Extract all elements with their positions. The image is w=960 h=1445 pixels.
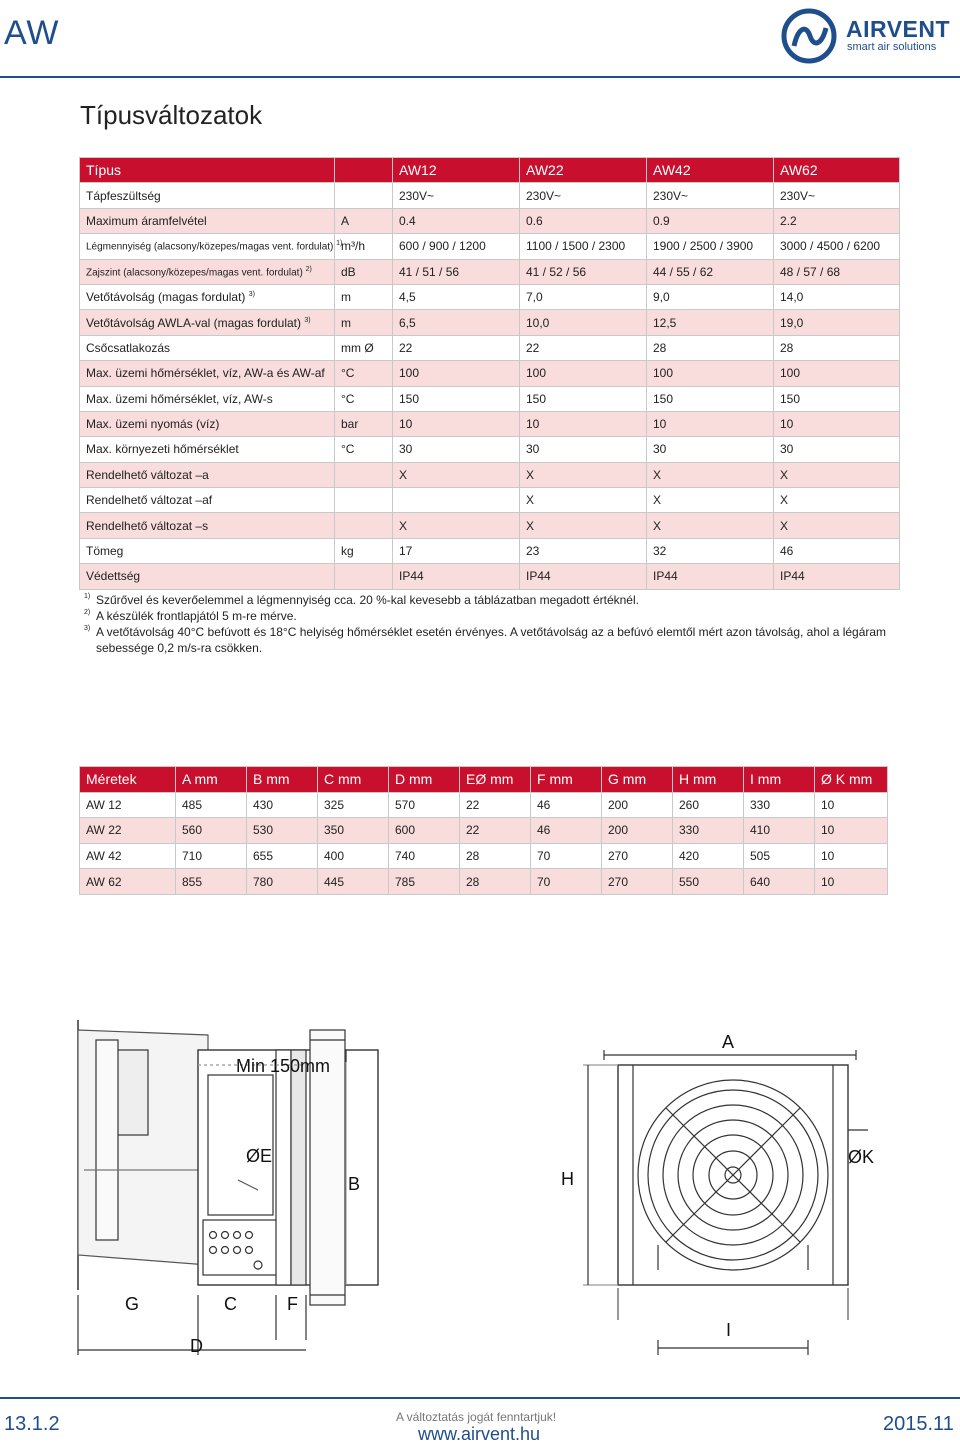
- spec-value: 3000 / 4500 / 6200: [774, 234, 900, 259]
- dimension-value: 28: [460, 869, 531, 895]
- footnote-mark: 1): [84, 593, 91, 600]
- spec-value: 46: [774, 538, 900, 563]
- footnote-ref: 3): [248, 291, 255, 299]
- footnote-ref: 3): [304, 316, 311, 324]
- dimension-value: 325: [318, 792, 389, 818]
- footnote-ref: 2): [305, 265, 312, 273]
- dimensions-header-row: [80, 767, 888, 793]
- dimensions-header-cell: F mm: [531, 767, 602, 793]
- spec-value: 10,0: [520, 310, 647, 335]
- spec-value: 6,5: [393, 310, 520, 335]
- label-i: I: [726, 1320, 732, 1340]
- model-name: AW 62: [80, 869, 176, 895]
- spec-value: 150: [774, 386, 900, 411]
- spec-label: Csőcsatlakozás: [86, 340, 171, 355]
- spec-label-cell: [80, 386, 335, 411]
- spec-unit: [335, 564, 393, 589]
- spec-label-cell: [80, 284, 335, 309]
- spec-unit: m: [335, 310, 393, 335]
- dimension-value: 570: [389, 792, 460, 818]
- dimensions-row: [80, 818, 888, 844]
- dimension-value: 330: [673, 818, 744, 844]
- spec-value: 30: [520, 437, 647, 462]
- footnote-text: A vetőtávolság 40°C befúvott és 18°C helyiség hőmérséklet esetén érvényes. A vetőtávolság az a befúvó elemtől mért azon távolság, ahol a légáram sebessége 0,2 m/s-ra csökken.: [96, 625, 887, 655]
- dimensions-row: [80, 792, 888, 818]
- spec-unit: kg: [335, 538, 393, 563]
- spec-value: 10: [393, 411, 520, 436]
- dimension-drawing: [78, 1010, 898, 1365]
- spec-value: X: [774, 488, 900, 513]
- spec-row: [80, 411, 900, 436]
- spec-value: 23: [520, 538, 647, 563]
- spec-unit: mm Ø: [335, 335, 393, 360]
- dimension-value: 855: [176, 869, 247, 895]
- footnote-mark: 2): [84, 609, 91, 616]
- spec-value: 150: [393, 386, 520, 411]
- spec-value: 10: [520, 411, 647, 436]
- spec-value: 32: [647, 538, 774, 563]
- spec-unit: m³/h: [335, 234, 393, 259]
- spec-unit: dB: [335, 259, 393, 284]
- spec-value: 150: [520, 386, 647, 411]
- spec-value: X: [774, 513, 900, 538]
- spec-header-cell: [335, 158, 393, 183]
- spec-header-cell: Típus: [80, 158, 335, 183]
- spec-label: Zajszint (alacsony/közepes/magas vent. fordulat): [86, 266, 303, 278]
- spec-header-cell: AW22: [520, 158, 647, 183]
- spec-header-cell: AW62: [774, 158, 900, 183]
- spec-value: 230V~: [393, 183, 520, 208]
- dimension-value: 530: [247, 818, 318, 844]
- dimension-value: 200: [602, 792, 673, 818]
- page-number: 13.1.2: [4, 1413, 60, 1435]
- spec-row: [80, 538, 900, 563]
- spec-label-cell: [80, 488, 335, 513]
- dimension-value: 400: [318, 843, 389, 869]
- spec-label: Max. üzemi nyomás (víz): [86, 417, 220, 432]
- spec-label-cell: [80, 462, 335, 487]
- footnote-text: Szűrővel és keverőelemmel a légmennyiség cca. 20 %-kal kevesebb a táblázatban megadott értéknél.: [96, 593, 639, 607]
- dimension-value: 330: [744, 792, 815, 818]
- model-name: AW 42: [80, 843, 176, 869]
- spec-value: 7,0: [520, 284, 647, 309]
- spec-label: Rendelhető változat –s: [86, 518, 209, 533]
- dimensions-row: [80, 843, 888, 869]
- dimensions-header-cell: EØ mm: [460, 767, 531, 793]
- spec-row: [80, 437, 900, 462]
- dimension-value: 70: [531, 869, 602, 895]
- spec-value: X: [520, 462, 647, 487]
- dimensions-header-cell: B mm: [247, 767, 318, 793]
- dimension-value: 200: [602, 818, 673, 844]
- spec-label: Vetőtávolság (magas fordulat): [86, 290, 246, 305]
- spec-value: X: [647, 513, 774, 538]
- dimensions-header-cell: Ø K mm: [815, 767, 888, 793]
- page-title: Típusváltozatok: [80, 100, 263, 130]
- model-name: AW 12: [80, 792, 176, 818]
- spec-value: 22: [520, 335, 647, 360]
- label-c: C: [224, 1294, 237, 1314]
- dimensions-header-cell: A mm: [176, 767, 247, 793]
- spec-label-cell: [80, 310, 335, 335]
- spec-unit: A: [335, 208, 393, 233]
- footnote-mark: 3): [84, 625, 91, 632]
- dimension-value: 420: [673, 843, 744, 869]
- spec-value: X: [520, 513, 647, 538]
- spec-value: 14,0: [774, 284, 900, 309]
- spec-label: Max. üzemi hőmérséklet, víz, AW-s: [86, 391, 273, 406]
- dimensions-header-cell: I mm: [744, 767, 815, 793]
- spec-unit: °C: [335, 386, 393, 411]
- dimensions-table: [79, 766, 888, 895]
- dimension-value: 46: [531, 818, 602, 844]
- spec-value: 22: [393, 335, 520, 360]
- spec-value: X: [647, 462, 774, 487]
- spec-value: IP44: [774, 564, 900, 589]
- spec-unit: [335, 513, 393, 538]
- dimension-value: 22: [460, 818, 531, 844]
- spec-value: IP44: [393, 564, 520, 589]
- header-rule: [0, 76, 960, 78]
- dimension-value: 780: [247, 869, 318, 895]
- spec-value: 30: [774, 437, 900, 462]
- label-d: D: [190, 1336, 203, 1356]
- spec-label-cell: [80, 335, 335, 360]
- footnote: [84, 624, 894, 656]
- spec-value: X: [647, 488, 774, 513]
- dimensions-row: [80, 869, 888, 895]
- label-h: H: [561, 1169, 574, 1189]
- spec-value: 0.9: [647, 208, 774, 233]
- dimension-value: 10: [815, 792, 888, 818]
- label-f: F: [287, 1294, 298, 1314]
- dimension-value: 410: [744, 818, 815, 844]
- spec-value: X: [774, 462, 900, 487]
- label-k: ØK: [848, 1147, 875, 1167]
- website-link[interactable]: www.airvent.hu: [418, 1424, 541, 1444]
- spec-label: Max. üzemi hőmérséklet, víz, AW-a és AW-af: [86, 366, 325, 381]
- spec-value: IP44: [520, 564, 647, 589]
- footnote: [84, 608, 894, 624]
- spec-label-cell: [80, 564, 335, 589]
- spec-label: Max. környezeti hőmérséklet: [86, 442, 239, 457]
- spec-label-cell: [80, 411, 335, 436]
- spec-row: [80, 310, 900, 335]
- footnote-ref: 1): [336, 240, 343, 248]
- logo-wordmark: AIRVENT: [846, 16, 951, 42]
- spec-label-cell: [80, 259, 335, 284]
- dimension-value: 350: [318, 818, 389, 844]
- spec-row: [80, 183, 900, 208]
- spec-value: X: [393, 513, 520, 538]
- footnote: [84, 592, 894, 608]
- spec-label: Rendelhető változat –a: [86, 467, 209, 482]
- dimension-value: 550: [673, 869, 744, 895]
- dimensions-header-cell: G mm: [602, 767, 673, 793]
- spec-row: [80, 462, 900, 487]
- label-b: B: [348, 1174, 361, 1194]
- dimension-value: 46: [531, 792, 602, 818]
- dimension-value: 710: [176, 843, 247, 869]
- spec-row: [80, 259, 900, 284]
- spec-unit: bar: [335, 411, 393, 436]
- spec-value: [393, 488, 520, 513]
- dimension-value: 260: [673, 792, 744, 818]
- spec-unit: [335, 183, 393, 208]
- dimension-value: 445: [318, 869, 389, 895]
- spec-value: 41 / 52 / 56: [520, 259, 647, 284]
- spec-label-cell: [80, 234, 343, 259]
- footnote-text: A készülék frontlapjától 5 m-re mérve.: [96, 609, 297, 623]
- spec-table: [79, 157, 900, 590]
- spec-row: [80, 234, 900, 259]
- dimension-value: 785: [389, 869, 460, 895]
- spec-value: 100: [647, 361, 774, 386]
- spec-row: [80, 284, 900, 309]
- spec-value: 230V~: [774, 183, 900, 208]
- spec-unit: [335, 462, 393, 487]
- dimension-value: 10: [815, 843, 888, 869]
- spec-value: X: [520, 488, 647, 513]
- spec-label-cell: [80, 538, 335, 563]
- spec-label: Védettség: [86, 569, 141, 584]
- dimension-value: 22: [460, 792, 531, 818]
- dimension-value: 28: [460, 843, 531, 869]
- spec-value: 10: [774, 411, 900, 436]
- spec-header-cell: AW12: [393, 158, 520, 183]
- spec-row: [80, 488, 900, 513]
- label-e: ØE: [246, 1146, 273, 1166]
- dimensions-header-cell: D mm: [389, 767, 460, 793]
- dimensions-header-cell: C mm: [318, 767, 389, 793]
- spec-value: 12,5: [647, 310, 774, 335]
- footnotes: [84, 592, 894, 656]
- spec-header-cell: AW42: [647, 158, 774, 183]
- footer-rule: [0, 1397, 960, 1399]
- dimension-value: 270: [602, 869, 673, 895]
- dimension-value: 560: [176, 818, 247, 844]
- spec-value: 41 / 51 / 56: [393, 259, 520, 284]
- spec-value: 28: [774, 335, 900, 360]
- spec-label-cell: [80, 361, 335, 386]
- spec-row: [80, 386, 900, 411]
- spec-label-cell: [80, 183, 335, 208]
- dimension-value: 640: [744, 869, 815, 895]
- spec-label-cell: [80, 513, 335, 538]
- spec-value: 2.2: [774, 208, 900, 233]
- dimensions-header-cell: H mm: [673, 767, 744, 793]
- spec-row: [80, 208, 900, 233]
- dimension-value: 10: [815, 869, 888, 895]
- spec-value: 1100 / 1500 / 2300: [520, 234, 647, 259]
- spec-unit: m: [335, 284, 393, 309]
- spec-value: 28: [647, 335, 774, 360]
- spec-value: 230V~: [520, 183, 647, 208]
- logo-tagline: smart air solutions: [847, 41, 937, 53]
- model-name: AW 22: [80, 818, 176, 844]
- spec-label: Tömeg: [86, 544, 124, 559]
- spec-value: 0.4: [393, 208, 520, 233]
- spec-value: 30: [647, 437, 774, 462]
- dimension-value: 270: [602, 843, 673, 869]
- spec-header-row: [80, 158, 900, 183]
- spec-row: [80, 335, 900, 360]
- side-view: [78, 1020, 378, 1356]
- document-date: 2015.11: [883, 1413, 954, 1435]
- spec-value: 230V~: [647, 183, 774, 208]
- dimension-value: 70: [531, 843, 602, 869]
- spec-label: Légmennyiség (alacsony/közepes/magas vent. fordulat): [86, 241, 334, 253]
- dimensions-header-cell: Méretek: [80, 767, 176, 793]
- spec-value: 100: [520, 361, 647, 386]
- spec-value: X: [393, 462, 520, 487]
- label-g: G: [125, 1294, 140, 1314]
- spec-unit: [335, 488, 393, 513]
- dimension-value: 485: [176, 792, 247, 818]
- rights-notice: A változtatás jogát fenntartjuk!: [396, 1410, 557, 1424]
- spec-value: 30: [393, 437, 520, 462]
- document-section-title: AW: [4, 14, 60, 52]
- spec-row: [80, 361, 900, 386]
- dimension-value: 505: [744, 843, 815, 869]
- spec-label: Rendelhető változat –af: [86, 493, 213, 508]
- spec-value: 100: [774, 361, 900, 386]
- spec-unit: °C: [335, 437, 393, 462]
- spec-value: 10: [647, 411, 774, 436]
- spec-value: 9,0: [647, 284, 774, 309]
- spec-value: 19,0: [774, 310, 900, 335]
- dimension-value: 740: [389, 843, 460, 869]
- front-view: [561, 1032, 874, 1355]
- spec-unit: °C: [335, 361, 393, 386]
- spec-value: 48 / 57 / 68: [774, 259, 900, 284]
- spec-row: [80, 564, 900, 589]
- dimension-value: 600: [389, 818, 460, 844]
- spec-value: 100: [393, 361, 520, 386]
- spec-label: Maximum áramfelvétel: [86, 213, 207, 228]
- spec-label: Vetőtávolság AWLA-val (magas fordulat): [86, 315, 301, 330]
- dimension-value: 655: [247, 843, 318, 869]
- spec-value: 44 / 55 / 62: [647, 259, 774, 284]
- spec-value: 1900 / 2500 / 3900: [647, 234, 774, 259]
- dimension-value: 430: [247, 792, 318, 818]
- spec-value: 4,5: [393, 284, 520, 309]
- spec-value: 600 / 900 / 1200: [393, 234, 520, 259]
- spec-value: 0.6: [520, 208, 647, 233]
- spec-value: 150: [647, 386, 774, 411]
- spec-value: IP44: [647, 564, 774, 589]
- spec-value: 17: [393, 538, 520, 563]
- spec-row: [80, 513, 900, 538]
- spec-label-cell: [80, 437, 335, 462]
- spec-label-cell: [80, 208, 335, 233]
- spec-label: Tápfeszültség: [86, 188, 161, 203]
- label-min-clearance: Min 150mm: [236, 1056, 331, 1076]
- label-a: A: [722, 1032, 735, 1052]
- dimension-value: 10: [815, 818, 888, 844]
